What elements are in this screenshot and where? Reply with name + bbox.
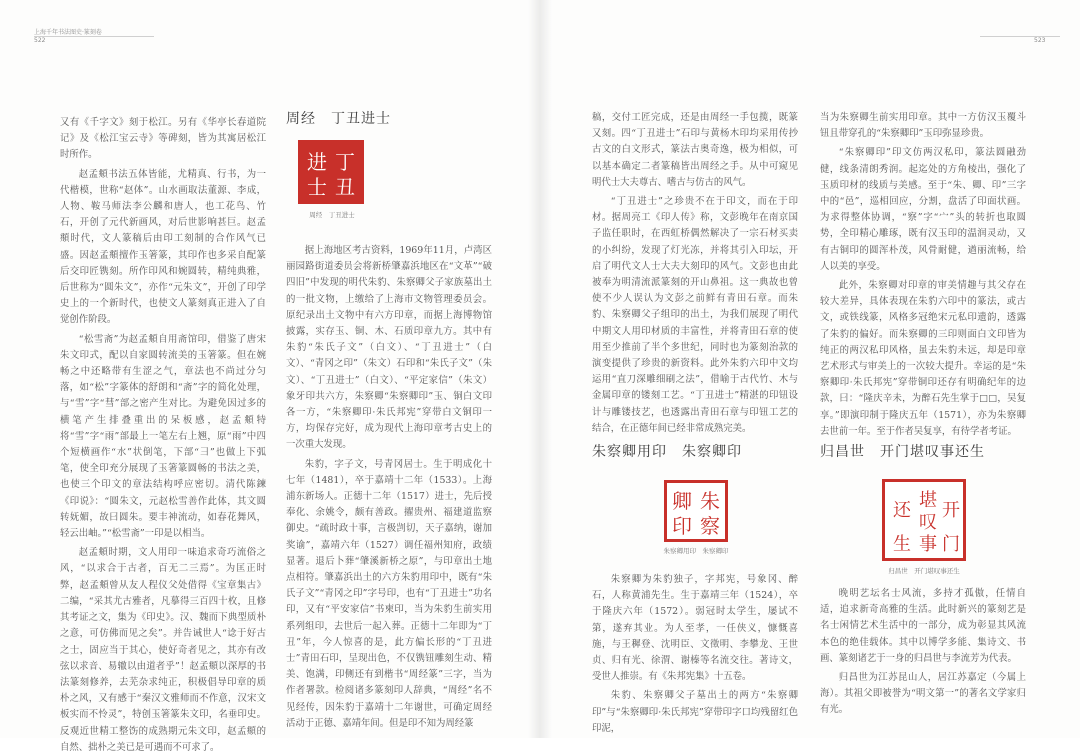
text-column-4 [820, 110, 1026, 440]
section-heading-zhuchaqing: 朱察卿用印 朱察卿印 [592, 444, 742, 460]
right-page [540, 0, 1080, 738]
seal-glyph: 事 [919, 534, 937, 555]
seal-glyph: 朱 [700, 489, 720, 513]
paragraph: “丁丑进士”之珍贵不在于印文，而在于印材。据周亮工《印人传》称，文彭晚年在南京国子监任职时，在西虹桥偶然解决了一宗石材买卖的小纠纷，发现了灯光冻，并将其引入印坛，开启了明代文人士大夫大刻印的风气。文彭也由此被奉为明清流派篆刻的开山鼻祖。这一典故也曾使不少人误认为文彭之前鲜有青田石章。而朱豹、朱察卿父子组印的出土，为我们展现了明代中期文人用印材质的丰富性，并将青田石章的使用至少推前了半个多世纪，同时也为篆刻治款的演变提供了珍贵的新资料。此外朱豹六印中文均运用“直刀深雕细刷之法”，借喻于古代竹、木与金属印章的镂刻工艺。“丁丑进士”精湛的印钮设计与雕镂技艺，也透露出青田石章与印钮工艺的结合，在正德年间已经非常成熟完美。 [592, 196, 798, 434]
seal-image-guichangshi [882, 479, 966, 561]
paragraph: “松雪斋”为赵孟頫自用斋馆印，借鉴了唐宋朱文印式，配以自家圆转流美的玉箸篆。但在婉畅之中还略带有生涩之气，章法也不尚过分匀落，如“松”字篆体的舒朗和“斋”字的简化处理，与“雪”字“彗”部之密产生对比。为避免因过多的横笔产生排叠重出的呆板感，赵孟頫特将“雪”字“雨”部最上一笔左右上翘，原“雨”中四个短横画作“水”状倒笔，下部“彐”也做上下弧笔，使全印充分展现了玉箸篆圆畅的书法之美，也使三个印文的章法结构呼应密切。清代陈鍊《印说》：“圆朱文，元赵松雪善作此体，其文圆转妩媚，故曰圆朱。要丰神流动，如春花舞风，轻云出岫。”“松雪斋”一印是以相当。 [60, 333, 266, 540]
seal-glyph: 卿 [672, 489, 692, 513]
text-column-3 [592, 110, 798, 437]
paragraph: 朱豹、朱察卿父子墓出土的两方“朱察卿印”与“朱察卿印·朱氏邦宪”穿带印字口均残留红色印泥， [592, 690, 798, 734]
seal-glyph: 门 [942, 534, 960, 555]
seal-zhuchaqing-svg [667, 483, 725, 539]
paragraph: 又有《千字文》刻于松江。另有《华亭长春道院记》及《松江宝云寺》等碑刻，皆为其寓居松江时所作。 [60, 117, 266, 161]
left-page [0, 0, 540, 753]
page-number-left: 522 [34, 37, 46, 44]
seal-glyph: 还 [893, 500, 911, 521]
paragraph: 据上海地区考古资料，1969年11月，卢湾区丽园路街道委员会将新桥肇嘉浜地区在“文革”“破四旧”中发现的明代朱豹、朱察卿父子家族墓出土的一批文物，上缴给了上海市文物管理委员会。原纪录出土文物中有六方印章，而据上海博物馆披露，实存玉、铜、木、石质印章九方。其中有朱豹“朱氏子文”（白文）、“丁丑进士”（白文）、“青冈之印”（朱文）石印和“朱氏子文”（朱文）、“丁丑进士”（白文）、“平定家信”（朱文）象牙印共六方，朱察卿“朱察卿印”玉、铜白文印各一方，“朱察卿印·朱氏邦宪”穿带白文铜印一方，均保存完好，成为现代上海印章考古史上的一次重大发现。 [286, 245, 492, 451]
seal-glyph: 印 [672, 514, 692, 538]
text-column-1 [60, 115, 266, 756]
book-gutter-shadow [528, 0, 552, 738]
seal-glyph: 生 [893, 534, 911, 555]
seal-glyph: 丑 [335, 175, 355, 199]
header-rule-left [34, 36, 154, 37]
paragraph: 归昌世为江苏昆山人，居江苏嘉定（今属上海）。其祖父即被誉为“明文第一”的著名文学家归有光。 [820, 672, 1026, 716]
seal-glyph: 叹 [919, 512, 937, 533]
text-column-3b [592, 572, 798, 737]
seal-guichangshi-svg [885, 482, 963, 558]
seal-glyph: 堪 [919, 490, 937, 511]
section-heading-guichangshi: 归昌世 开门堪叹事还生 [820, 444, 985, 460]
seal-dingchou-svg [301, 143, 361, 201]
seal-glyph: 察 [700, 514, 720, 538]
seal-glyph: 开 [942, 500, 960, 521]
paragraph: “朱察卿印”印文仿两汉私印，篆法圆融劲健，线条清朗秀润。起迄处的方角棱出，强化了玉质印材的线质与美感。至于“朱、卿、印”三字中的“邑”，巡相回应，分割，盘活了印面状画。为求得整体协调，“察”字“宀”头的转折也取圆势，全印精心雕琢，既有汉玉印的温润灵动，又有古铜印的圆浑朴茂，风骨耐健，遒丽流畅，给人以美的享受。 [820, 147, 1026, 272]
page-number-right: 523 [1034, 37, 1046, 44]
paragraph: 朱察卿为朱豹独子，字邦宪，号象冈、醉石，人称黄浦先生。生于嘉靖三年（1524），卒于隆庆六年（1572）。弱冠时太学生，屡试不第，遂弃其业。为人至孝，一任侠义，慷慨喜施，与王穉登、沈明臣、文徵明、李攀龙、王世贞、归有光、徐渭、谢榛等名流交往。著诗文，受世人推崇。有《朱邦宪集》十五卷。 [592, 574, 798, 683]
seal-caption-zhoujing: 周经 丁丑进士 [309, 211, 355, 219]
paragraph: 当为朱察卿生前实用印章。其中一方仿汉玉覆斗钮且带穿孔的“朱察卿印”玉印弥显珍贵。 [820, 112, 1026, 140]
paragraph: 晚明艺坛名士风流，多持才孤傲，任情自适，追求新奇高雅的生活。此时新兴的篆刻艺是名士闲情艺术生活中的一部分，成为彰显其风流本色的绝佳载体。其中以博学多能、集诗文、书画、篆刻诸艺于一身的归昌世与李流芳为代表。 [820, 588, 1026, 664]
seal-caption-zhuchaqing: 朱察卿用印 朱察卿印 [663, 547, 729, 555]
paragraph: 赵孟頫书法五体皆能，尤精真、行书，为一代楷模，世称“赵体”。山水画取法董源、李成，人物、鞍马师法李公麟和唐人，也工花鸟、竹石，开创了元代新画风，对后世影响甚巨。赵孟頫时代，文人篆稿后由印工刻制的合作风气已盛。因赵孟頫擅作玉箸篆，其印作也多采自配篆后交印匠镌刻。所作印风和婉圆转，精纯典雅，后世称为“圆朱文”，亦作“元朱文”，开创了印学史上的一个新时代，也使文人篆刻真正进入了自觉创作阶段。 [60, 168, 266, 326]
seal-glyph: 进 [307, 150, 327, 174]
header-rule-right [980, 36, 1060, 37]
text-column-2 [286, 243, 492, 732]
seal-glyph: 丁 [335, 150, 355, 174]
seal-image-dingchou-jinshi [298, 140, 364, 204]
seal-caption-guichangshi: 归昌世 开门堪叹事还生 [888, 567, 960, 575]
paragraph: 此外，朱察卿对印章的审美情趣与其父存在较大差异，具体表现在朱豹六印中的篆法，或古文，或铁线篆，风格多冠绝宋元私印遗韵，透露了朱豹的偏好。而朱察卿的三印则面白文印皆为纯正的两汉私印风格，虽去朱豹未远，却是印章艺术形式与审美上的一次较大提升。幸运的是“朱察卿印·朱氏邦宪”穿带铜印还存有明确纪年的边款，曰：“隆庆辛未，为醉石先生掌于□□，吴复享。”即演印制于隆庆五年（1571），亦为朱察卿去世前一年。至于作者吴复享，有待学者考证。 [820, 280, 1026, 437]
paragraph: 赵孟頫时期，文人用印一味追求奇巧流俗之风，“以求合于古者，百无二三焉”。为匡正时弊，赵孟頫曾从友人程仪父处借得《宝章集古》二编，“采其尤古雅者，凡摹得三百四十枚，且修其考证之文，集为《印史》。汉、魏而下典型质朴之意，可仿佛而见之矣”。并告诫世人“谂于好古之士，固应当于其心，使好奇者见之，其亦有改弦以求音、易辙以由道者乎”！赵孟頫以深厚的书法篆刻修养，去芜杂求纯正，积极倡导印章的质朴之风，又有感于“秦汉文雅师而不作意，汉宋文板实而不怜灵”，特创玉箸篆朱文印，名垂印史。反观近世精工整饬的成熟期元朱文印，赵孟頫的自然、拙朴之美已是可遇而不可求了。 [60, 547, 266, 753]
text-column-4b [820, 586, 1026, 719]
seal-glyph: 士 [307, 175, 327, 199]
paragraph: 稿，交付工匠完成，还是由周经一手包揽，既篆又刻。四“丁丑进士”石印与黄杨木印均采用传抄古文的白文形式，篆法古奥奇逸，极为相似，可以基本确定二者篆稿皆出周经之手。从中可窥见明代士大夫尊古、嗜古与仿古的风气。 [592, 112, 798, 188]
running-header-left: 上海千年书法图史·篆刻卷 [34, 29, 102, 36]
section-heading-zhoujing: 周经 丁丑进士 [286, 111, 391, 127]
paragraph: 朱豹，字子文，号青冈居士。生于明成化十七年（1481），卒于嘉靖十二年（1533）。上海浦东新场人。正德十二年（1517）进士，先后授奉化、余姚令，颇有善政。擢贵州、福建道监察御史。“疏时政十事，言极剀切，天子嘉纳，谢加奖谕”，嘉靖六年（1527）调任福州知府，政绩显著。退后卜葬“肇溪新桥之原”，与印章出土地点相符。肇嘉浜出土的六方朱豹用印中，既有“朱氏子文”“青冈之印”字号印，也有“丁丑进士”功名印，又有“平安家信”书柬印，当为朱豹生前实用系列组印，去世后一起入葬。正德十二年即为“丁丑”年，今人惊喜的是，此方偏长形的“丁丑进士”青田石印，呈现出色，不仅镌钮雕刻生动、精美、饱满，印侧还有到楷书“周经篆”三字，当为作者署款。检阅诸多篆刻印人辞典，“周经”名不见经传，因朱豹于嘉靖十二年谢世，可确定周经活动于正德、嘉靖年间。但是印不知为周经篆 [286, 458, 492, 729]
seal-image-zhuchaqing [664, 480, 728, 542]
